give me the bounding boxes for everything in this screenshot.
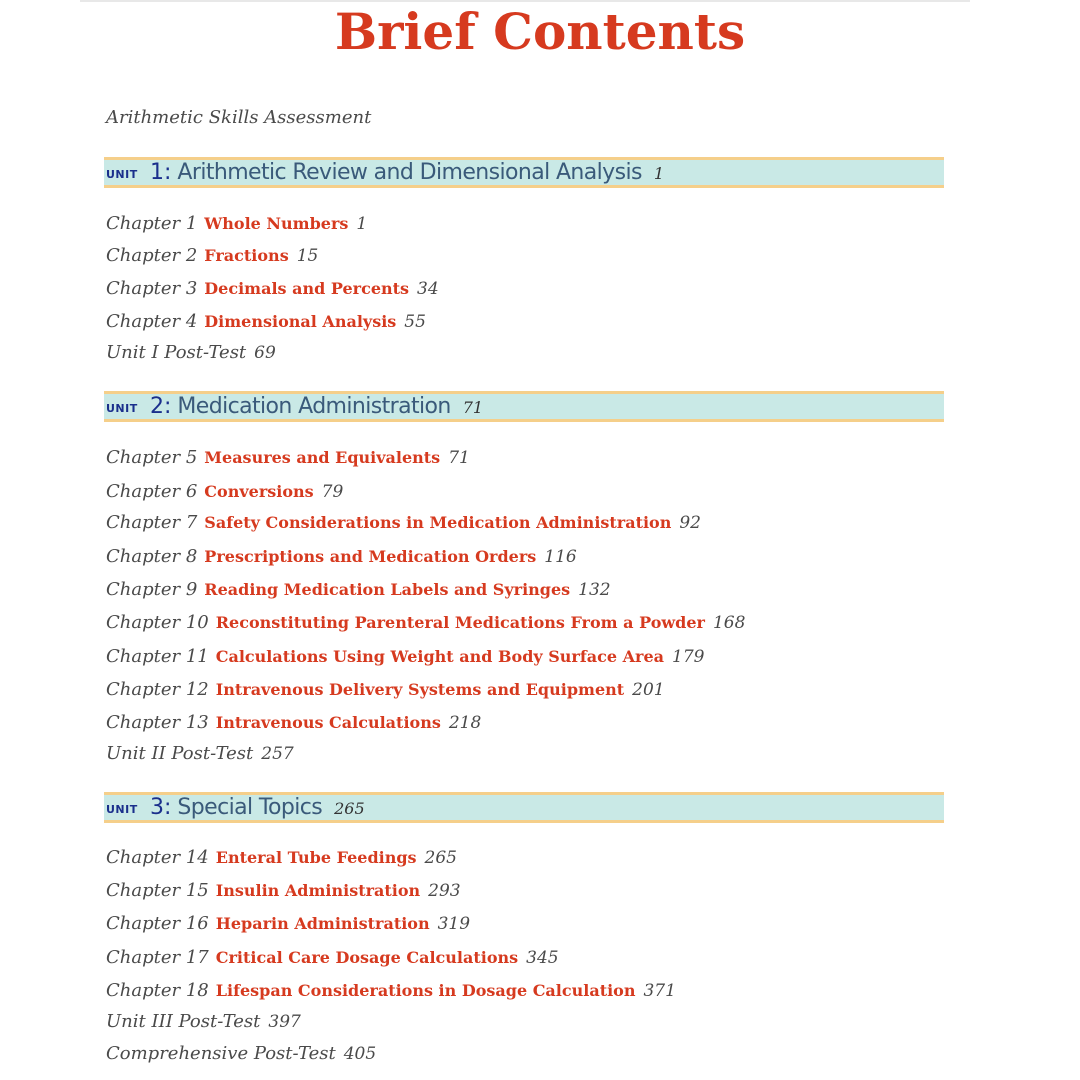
- chapter-page: 265: [424, 848, 457, 868]
- chapter-title: Safety Considerations in Medication Administration: [204, 513, 672, 532]
- chapter-title: Decimals and Percents: [204, 279, 410, 298]
- chapter-page: 371: [643, 981, 676, 1001]
- chapter-title: Reading Medication Labels and Syringes: [204, 580, 571, 599]
- chapter-item[interactable]: [106, 244, 318, 268]
- chapter-item[interactable]: [106, 912, 470, 936]
- chapter-title: Heparin Administration: [215, 914, 430, 933]
- chapter-title: Dimensional Analysis: [204, 312, 397, 331]
- chapter-page: 15: [296, 246, 319, 266]
- chapter-page: 345: [526, 948, 559, 968]
- chapter-item[interactable]: [106, 277, 439, 301]
- chapter-page: 79: [321, 482, 344, 502]
- chapter-page: 1: [356, 214, 368, 234]
- chapter-item[interactable]: [106, 511, 701, 535]
- chapter-title: Measures and Equivalents: [204, 448, 441, 467]
- unit-title: Special Topics: [177, 795, 323, 820]
- chapter-page: 34: [417, 279, 439, 299]
- chapter-page: 55: [404, 312, 426, 332]
- page-title: Brief Contents: [334, 2, 746, 61]
- chapter-prefix: Chapter 2: [106, 245, 198, 266]
- unit-word: UNIT: [106, 402, 138, 415]
- chapter-title: Intravenous Calculations: [215, 713, 441, 732]
- chapter-item[interactable]: [106, 446, 470, 470]
- chapter-page: 168: [712, 613, 746, 633]
- chapter-title: Fractions: [204, 246, 289, 265]
- chapter-prefix: Chapter 11: [106, 646, 209, 667]
- chapter-title: Insulin Administration: [215, 881, 421, 900]
- chapter-prefix: Chapter 13: [106, 712, 209, 733]
- chapter-prefix: Chapter 18: [106, 980, 209, 1001]
- chapter-item[interactable]: [106, 310, 426, 334]
- chapter-item[interactable]: [106, 946, 559, 970]
- unit-2-header[interactable]: [104, 391, 944, 422]
- final-posttest-label: Comprehensive Post-Test: [106, 1043, 336, 1064]
- chapter-item[interactable]: [106, 979, 676, 1003]
- chapter-page: 71: [448, 448, 470, 468]
- chapter-page: 92: [679, 513, 701, 533]
- chapter-title: Whole Numbers: [204, 214, 349, 233]
- posttest-page: 257: [261, 744, 294, 764]
- chapter-prefix: Chapter 9: [106, 579, 198, 600]
- chapter-title: Lifespan Considerations in Dosage Calculation: [215, 981, 636, 1000]
- posttest-label: Unit II Post-Test: [106, 743, 254, 764]
- chapter-prefix: Chapter 12: [106, 679, 209, 700]
- unit-number: 3: Special Topics 265: [150, 795, 365, 820]
- chapter-prefix: Chapter 17: [106, 947, 209, 968]
- chapter-item[interactable]: [106, 711, 481, 735]
- chapter-prefix: Chapter 10: [106, 612, 209, 633]
- chapter-prefix: Chapter 1: [106, 213, 198, 234]
- posttest-item[interactable]: [106, 341, 276, 365]
- posttest-label: Unit I Post-Test: [106, 342, 247, 363]
- unit-title: Arithmetic Review and Dimensional Analysis: [177, 160, 642, 185]
- chapter-item[interactable]: [106, 480, 343, 504]
- chapter-title: Intravenous Delivery Systems and Equipment: [215, 680, 625, 699]
- chapter-title: Reconstituting Parenteral Medications From a Powder: [215, 613, 705, 632]
- unit-1-header[interactable]: [104, 157, 944, 188]
- chapter-page: 179: [672, 647, 705, 667]
- unit-page: 265: [334, 799, 365, 818]
- intro-label: Arithmetic Skills Assessment: [106, 107, 372, 128]
- posttest-page: 69: [254, 343, 276, 363]
- chapter-page: 293: [428, 881, 461, 901]
- chapter-item[interactable]: [106, 212, 367, 236]
- final-posttest-item[interactable]: [106, 1042, 376, 1066]
- chapter-prefix: Chapter 7: [106, 512, 198, 533]
- chapter-item[interactable]: [106, 846, 457, 870]
- unit-word: UNIT: [106, 803, 138, 816]
- chapter-title: Critical Care Dosage Calculations: [215, 948, 519, 967]
- chapter-title: Enteral Tube Feedings: [215, 848, 417, 867]
- intro-item[interactable]: [106, 106, 371, 130]
- chapter-item[interactable]: [106, 611, 745, 635]
- chapter-prefix: Chapter 6: [106, 481, 198, 502]
- unit-title: Medication Administration: [177, 394, 451, 419]
- final-posttest-page: 405: [343, 1044, 377, 1064]
- chapter-prefix: Chapter 4: [106, 311, 198, 332]
- chapter-item[interactable]: [106, 678, 665, 702]
- chapter-item[interactable]: [106, 879, 461, 903]
- chapter-prefix: Chapter 16: [106, 913, 209, 934]
- unit-3-header[interactable]: [104, 792, 944, 823]
- chapter-prefix: Chapter 14: [106, 847, 209, 868]
- posttest-page: 397: [268, 1012, 301, 1032]
- chapter-prefix: Chapter 3: [106, 278, 198, 299]
- unit-number: 1: Arithmetic Review and Dimensional Analysis 1: [150, 160, 665, 185]
- chapter-page: 201: [632, 680, 665, 700]
- chapter-prefix: Chapter 8: [106, 546, 198, 567]
- chapter-page: 116: [544, 547, 577, 567]
- posttest-item[interactable]: [106, 1010, 301, 1034]
- chapter-page: 218: [448, 713, 482, 733]
- chapter-title: Calculations Using Weight and Body Surface Area: [215, 647, 664, 666]
- chapter-item[interactable]: [106, 545, 577, 569]
- chapter-page: 319: [437, 914, 471, 934]
- chapter-page: 132: [578, 580, 611, 600]
- posttest-label: Unit III Post-Test: [106, 1011, 261, 1032]
- unit-number: 2: Medication Administration 71: [150, 394, 484, 419]
- chapter-item[interactable]: [106, 578, 611, 602]
- unit-word: UNIT: [106, 168, 138, 181]
- unit-page: 71: [462, 398, 484, 417]
- chapter-title: Prescriptions and Medication Orders: [204, 547, 537, 566]
- unit-page: 1: [653, 164, 665, 183]
- posttest-item[interactable]: [106, 742, 294, 766]
- chapter-prefix: Chapter 5: [106, 447, 198, 468]
- chapter-title: Conversions: [204, 482, 314, 501]
- chapter-item[interactable]: [106, 645, 704, 669]
- chapter-prefix: Chapter 15: [106, 880, 209, 901]
